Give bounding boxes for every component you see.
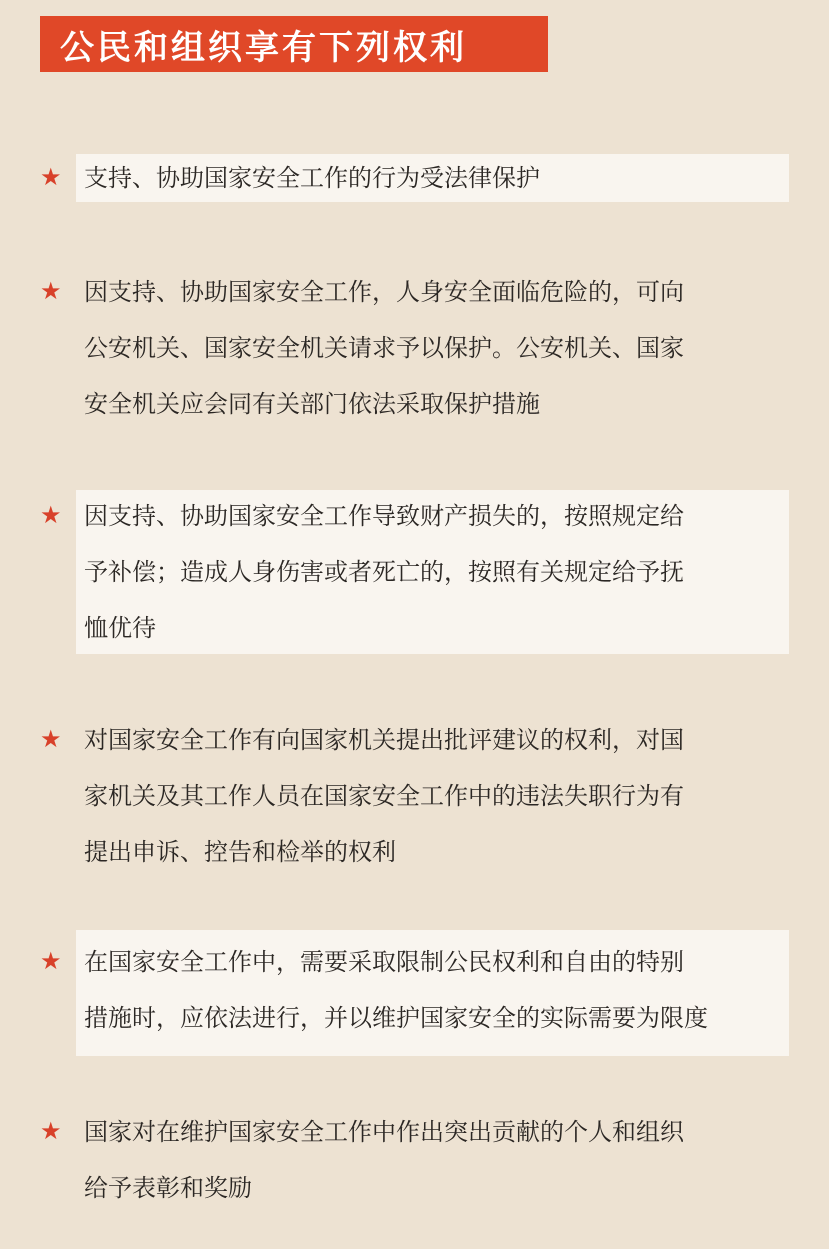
- star-icon: ★: [40, 1117, 62, 1145]
- star-icon: ★: [40, 947, 62, 975]
- star-icon: ★: [40, 725, 62, 753]
- star-icon: ★: [40, 277, 62, 305]
- list-item-text: 对国家安全工作有向国家机关提出批评建议的权利，对国 家机关及其工作人员在国家安全工作中的违法失职行为有 提出申诉、控告和检举的权利: [84, 726, 684, 866]
- star-icon: ★: [40, 163, 62, 191]
- title-banner: [40, 16, 548, 72]
- star-icon: ★: [40, 501, 62, 529]
- page-title: 公民和组织享有下列权利: [60, 27, 467, 68]
- list-item-text: 国家对在维护国家安全工作中作出突出贡献的个人和组织 给予表彰和奖励: [84, 1118, 684, 1202]
- list-item-text: 因支持、协助国家安全工作导致财产损失的，按照规定给 予补偿；造成人身伤害或者死亡的，按照有关规定给予抚 恤优待: [84, 502, 684, 642]
- list-item-text: 因支持、协助国家安全工作，人身安全面临危险的，可向 公安机关、国家安全机关请求予以保护。公安机关、国家 安全机关应会同有关部门依法采取保护措施: [84, 278, 684, 418]
- list-item-text: 在国家安全工作中，需要采取限制公民权利和自由的特别 措施时，应依法进行，并以维护国家安全的实际需要为限度: [84, 948, 708, 1032]
- list-item-text: 支持、协助国家安全工作的行为受法律保护: [84, 164, 540, 192]
